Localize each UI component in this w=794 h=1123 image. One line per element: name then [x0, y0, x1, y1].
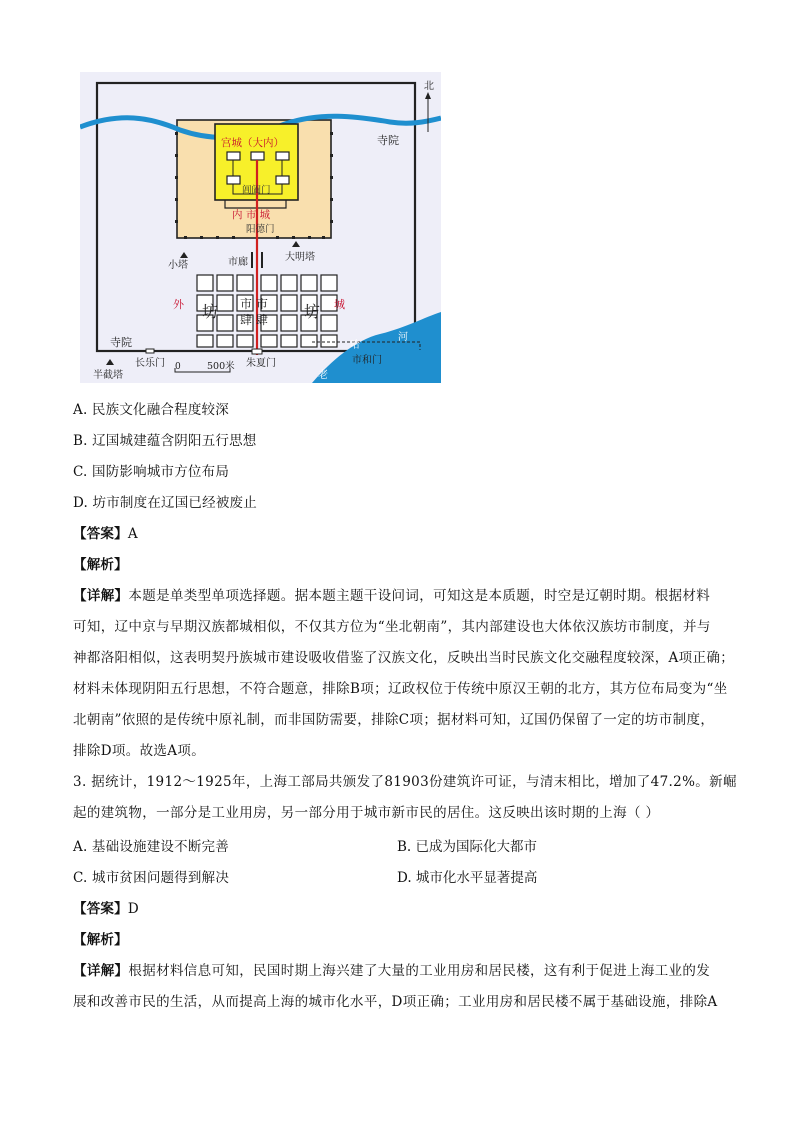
q3-detail-line-2: 展和改善市民的生活，从而提高上海的城市化水平，D项正确；工业用房和居民楼不属于基础设施，排除A — [73, 994, 718, 1010]
river-ha-label: 哈 — [350, 340, 360, 351]
q2-option-d: D. 坊市制度在辽国已经被废止 — [73, 495, 257, 511]
zhuxia-gate-label: 朱夏门 — [246, 358, 276, 369]
changle-gate-marker — [146, 349, 154, 353]
q3-detail-label: 【详解】 — [73, 963, 129, 979]
inner-gate-label: 阳德门 — [246, 224, 275, 235]
half-pagoda-label: 半截塔 — [93, 370, 123, 381]
outer-city-label-left: 外 — [173, 298, 184, 311]
q2-detail-line-1 — [73, 586, 710, 606]
zhuxia-gate-marker — [252, 349, 262, 354]
temple-label-right: 寺院 — [377, 134, 399, 147]
q2-detail-line-3: 神都洛阳相似，这表明契丹族城市建设吸收借鉴了汉族文化，反映出当时民族文化交融程度较深，A项正确； — [73, 650, 735, 666]
q3-stem-line-1: 3. 据统计，1912～1925年，上海工部局共颁发了81903份建筑许可证，与清末相比，增加了47.2%。新崛 — [73, 774, 737, 790]
palace-gate-label: 阊阖门 — [242, 185, 271, 196]
ward-label-left: 坊 — [202, 302, 219, 321]
q3-answer — [73, 899, 139, 919]
market-label-top: 市 市 — [240, 297, 268, 311]
changle-gate-label: 长乐门 — [135, 358, 165, 369]
outer-city-label-right: 城 — [334, 298, 345, 311]
temple-label-left: 寺院 — [110, 336, 132, 349]
q3-option-b: B. 已成为国际化大都市 — [397, 839, 538, 855]
q2-detail-line-4: 材料未体现阴阳五行思想，不符合题意，排除B项；辽政权位于传统中原汉王朝的北方，其方位布局变为“坐 — [73, 681, 728, 697]
q2-option-c: C. 国防影响城市方位布局 — [73, 464, 230, 480]
q2-option-a: A. 民族文化融合程度较深 — [73, 402, 229, 418]
shihe-gate-label: 市和门 — [352, 355, 382, 366]
scale-zero-label: 0 — [175, 362, 181, 372]
q2-answer-value: A — [127, 526, 138, 542]
q3-stem-line-2: 起的建筑物，一部分是工业用房，另一部分用于城市新市民的居住。这反映出该时期的上海（ ） — [73, 805, 660, 821]
q3-detail-text-1: 根据材料信息可知，民国时期上海兴建了大量的工业用房和居民楼，这有利于促进上海工业的发 — [128, 963, 711, 979]
q3-analysis-label: 【解析】 — [73, 932, 128, 948]
q2-option-b: B. 辽国城建蕴含阴阳五行思想 — [73, 433, 257, 449]
q2-detail-line-5: 北朝南”依照的是传统中原礼制，而非国防需要，排除C项；据材料可知，辽国仍保留了一定的坊市制度， — [73, 712, 715, 728]
scale-500-label: 500米 — [207, 361, 235, 372]
q2-answer-label: 【答案】 — [73, 526, 128, 542]
liao-zhongjing-city-map — [80, 72, 441, 383]
q2-analysis-label: 【解析】 — [73, 557, 128, 573]
big-pagoda-label: 大明塔 — [285, 252, 315, 263]
q2-answer — [73, 524, 138, 544]
q3-option-d: D. 城市化水平显著提高 — [397, 870, 538, 886]
q2-detail-label: 【详解】 — [73, 588, 129, 604]
q2-detail-line-6: 排除D项。故选A项。 — [73, 743, 206, 759]
north-label: 北 — [424, 81, 434, 92]
market-corridor-label: 市廊 — [228, 257, 248, 268]
small-pagoda-label: 小塔 — [168, 260, 188, 271]
river-lao-label: 老 — [318, 370, 328, 381]
river-he-label: 河 — [398, 332, 408, 343]
q3-option-c: C. 城市贫困问题得到解决 — [73, 870, 230, 886]
palace-city-label: 宫城（大内） — [221, 137, 284, 149]
market-label-bottom: 肆 肆 — [240, 313, 268, 327]
q3-answer-label: 【答案】 — [73, 901, 128, 917]
q2-detail-line-2: 可知，辽中京与早期汉族都城相似，不仅其方位为“坐北朝南”，其内部建设也大体依汉族坊市制度，并与 — [73, 619, 711, 635]
inner-city-label: 内 市 城 — [232, 209, 271, 221]
q3-detail-line-1 — [73, 961, 710, 981]
q3-answer-value: D — [127, 901, 139, 917]
q2-detail-text-1: 本题是单类型单项选择题。据本题主题干设问词，可知这是本质题，时空是辽朝时期。根据材料 — [128, 588, 711, 604]
q3-option-a: A. 基础设施建设不断完善 — [73, 839, 229, 855]
ward-label-right: 坊 — [304, 302, 321, 321]
